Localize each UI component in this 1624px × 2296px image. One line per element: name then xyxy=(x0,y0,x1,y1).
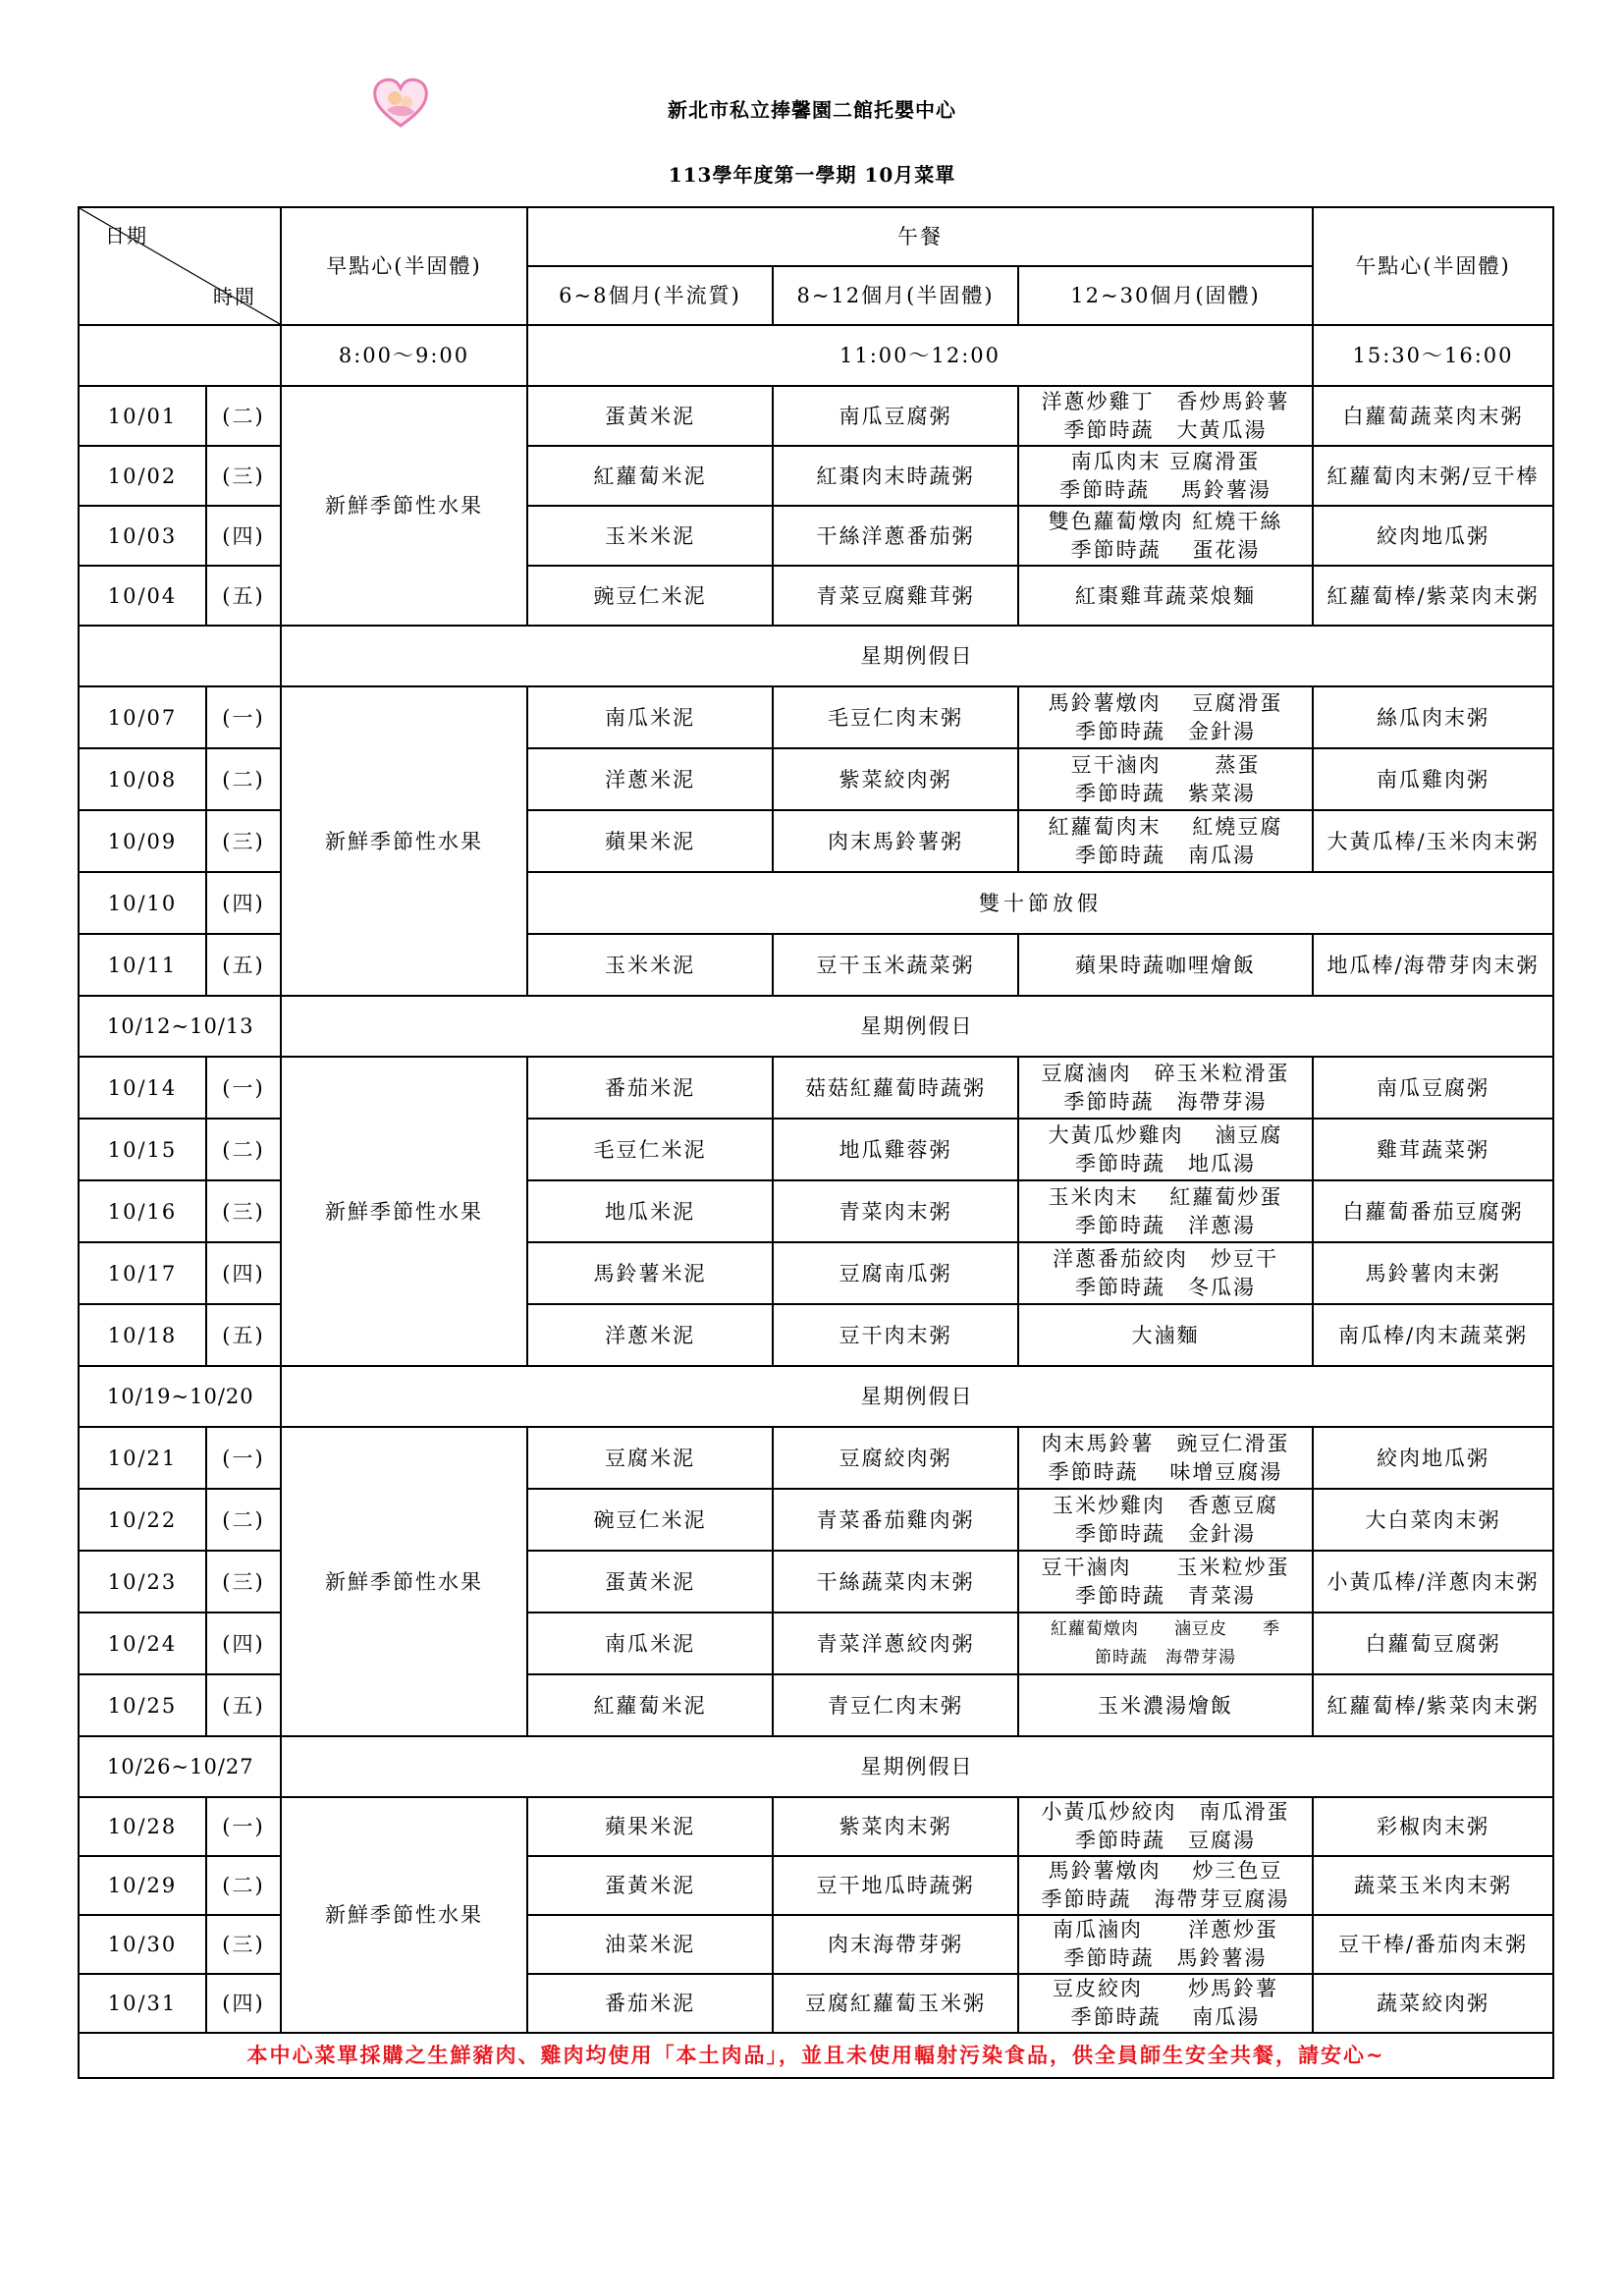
weekday-cell: (二) xyxy=(206,1119,281,1180)
lunch-dish-line: 節時蔬 海帶芽湯 xyxy=(1095,1647,1236,1667)
afternoon-snack-cell: 馬鈴薯肉末粥 xyxy=(1313,1242,1553,1304)
afternoon-snack-cell: 白蘿蔔番茄豆腐粥 xyxy=(1313,1180,1553,1242)
lunch-8-12-cell: 菇菇紅蘿蔔時蔬粥 xyxy=(773,1057,1018,1119)
date-header-label: 日期 xyxy=(105,224,148,247)
lunch-8-12-cell: 豆腐南瓜粥 xyxy=(773,1242,1018,1304)
weekend-date-cell: 10/26~10/27 xyxy=(79,1736,281,1797)
lunch-dish-line: 季節時蔬 金針湯 xyxy=(1075,719,1256,743)
lunch-6-8-cell: 毛豆仁米泥 xyxy=(527,1119,773,1180)
lunch-6-8-cell: 蘋果米泥 xyxy=(527,810,773,872)
lunch-12-30-cell xyxy=(1018,386,1313,446)
afternoon-snack-cell: 彩椒肉末粥 xyxy=(1313,1797,1553,1856)
lunch-6-8-cell: 蘋果米泥 xyxy=(527,1797,773,1856)
lunch-dish-line: 肉末馬鈴薯 豌豆仁滑蛋 xyxy=(1041,1431,1290,1455)
lunch-dish-line: 南瓜肉末 豆腐滑蛋 xyxy=(1070,449,1261,473)
lunch-dish-line: 季節時蔬 南瓜湯 xyxy=(1070,2005,1261,2029)
lunch-8-12-cell: 青菜番茄雞肉粥 xyxy=(773,1489,1018,1551)
weekend-date-cell: 10/19~10/20 xyxy=(79,1366,281,1427)
weekday-cell: (四) xyxy=(206,1613,281,1674)
date-time-header xyxy=(79,207,281,325)
afternoon-snack-cell: 絞肉地瓜粥 xyxy=(1313,1427,1553,1489)
table-row xyxy=(79,626,1553,686)
afternoon-snack-cell: 白蘿蔔蔬菜肉末粥 xyxy=(1313,386,1553,446)
lunch-dish-line: 季節時蔬 味增豆腐湯 xyxy=(1048,1459,1283,1484)
lunch-8-12-cell: 紫菜絞肉粥 xyxy=(773,748,1018,810)
lunch-12-30-cell xyxy=(1018,1057,1313,1119)
morning-snack-cell: 新鮮季節性水果 xyxy=(281,386,527,626)
lunch-12-30-cell: 大滷麵 xyxy=(1018,1304,1313,1366)
lunch-dish-line: 紅蘿蔔肉末 紅燒豆腐 xyxy=(1048,814,1283,839)
lunch-dish-line: 馬鈴薯燉肉 炒三色豆 xyxy=(1048,1859,1283,1883)
table-row xyxy=(79,1366,1553,1427)
afternoon-snack-cell: 豆干棒/番茄肉末粥 xyxy=(1313,1915,1553,1974)
weekend-date-cell: 10/12~10/13 xyxy=(79,996,281,1057)
afternoon-snack-cell: 雞茸蔬菜粥 xyxy=(1313,1119,1553,1180)
afternoon-snack-cell: 蔬菜絞肉粥 xyxy=(1313,1974,1553,2033)
lunch-dish-line: 豆干滷肉 玉米粒炒蛋 xyxy=(1041,1555,1290,1579)
lunch-dish-line: 紅蘿蔔燉肉 滷豆皮 季 xyxy=(1051,1618,1280,1639)
lunch-dish-line: 季節時蔬 海帶芽湯 xyxy=(1063,1089,1268,1114)
lunch-dish-line: 洋蔥番茄絞肉 炒豆干 xyxy=(1053,1246,1278,1271)
lunch-12-30-cell xyxy=(1018,506,1313,566)
date-cell: 10/17 xyxy=(79,1242,206,1304)
table-row xyxy=(79,1057,1553,1119)
lunch-dish-line: 季節時蔬 地瓜湯 xyxy=(1075,1151,1256,1175)
lunch-8-12-cell: 干絲洋蔥番茄粥 xyxy=(773,506,1018,566)
lunch-12-30-cell xyxy=(1018,748,1313,810)
weekday-cell: (四) xyxy=(206,872,281,934)
date-cell: 10/09 xyxy=(79,810,206,872)
lunch-8-12-cell: 毛豆仁肉末粥 xyxy=(773,686,1018,748)
lunch-12-30-header: 12~30個月(固體) xyxy=(1018,266,1313,325)
date-cell: 10/30 xyxy=(79,1915,206,1974)
date-cell: 10/03 xyxy=(79,506,206,566)
lunch-12-30-cell xyxy=(1018,1613,1313,1674)
table-row xyxy=(79,1736,1553,1797)
afternoon-snack-cell: 大白菜肉末粥 xyxy=(1313,1489,1553,1551)
lunch-8-12-cell: 肉末海帶芽粥 xyxy=(773,1915,1018,1974)
date-cell: 10/10 xyxy=(79,872,206,934)
lunch-dish-line: 季節時蔬 大黃瓜湯 xyxy=(1063,417,1268,442)
lunch-8-12-cell: 青菜洋蔥絞肉粥 xyxy=(773,1613,1018,1674)
lunch-12-30-cell: 紅棗雞茸蔬菜烺麵 xyxy=(1018,566,1313,626)
time-header-label: 時間 xyxy=(213,285,256,308)
date-cell: 10/02 xyxy=(79,446,206,506)
afternoon-snack-cell: 南瓜豆腐粥 xyxy=(1313,1057,1553,1119)
national-day-holiday: 雙十節放假 xyxy=(527,872,1553,934)
weekday-cell: (一) xyxy=(206,1427,281,1489)
lunch-6-8-cell: 蛋黃米泥 xyxy=(527,1551,773,1613)
lunch-6-8-cell: 番茄米泥 xyxy=(527,1057,773,1119)
lunch-dish-line: 季節時蔬 青菜湯 xyxy=(1075,1583,1256,1608)
weekend-holiday: 星期例假日 xyxy=(281,1736,1553,1797)
lunch-8-12-cell: 紫菜肉末粥 xyxy=(773,1797,1018,1856)
lunch-6-8-cell: 洋蔥米泥 xyxy=(527,748,773,810)
lunch-8-12-cell: 紅棗肉末時蔬粥 xyxy=(773,446,1018,506)
lunch-12-30-cell xyxy=(1018,1856,1313,1915)
morning-time: 8:00～9:00 xyxy=(281,325,527,386)
date-cell: 10/15 xyxy=(79,1119,206,1180)
lunch-6-8-cell: 玉米米泥 xyxy=(527,506,773,566)
weekday-cell: (五) xyxy=(206,1304,281,1366)
lunch-6-8-cell: 豌豆仁米泥 xyxy=(527,566,773,626)
weekday-cell: (二) xyxy=(206,1489,281,1551)
weekday-cell: (二) xyxy=(206,386,281,446)
weekday-cell: (五) xyxy=(206,934,281,996)
lunch-8-12-cell: 青豆仁肉末粥 xyxy=(773,1674,1018,1736)
lunch-12-30-cell xyxy=(1018,1242,1313,1304)
afternoon-snack-cell: 南瓜雞肉粥 xyxy=(1313,748,1553,810)
date-cell: 10/14 xyxy=(79,1057,206,1119)
lunch-6-8-cell: 玉米米泥 xyxy=(527,934,773,996)
lunch-dish-line: 季節時蔬 馬鈴薯湯 xyxy=(1059,477,1272,502)
weekend-holiday: 星期例假日 xyxy=(281,996,1553,1057)
lunch-dish-line: 季節時蔬 南瓜湯 xyxy=(1075,843,1256,867)
lunch-6-8-cell: 紅蘿蔔米泥 xyxy=(527,446,773,506)
morning-snack-header: 早點心(半固體) xyxy=(281,207,527,325)
lunch-12-30-cell xyxy=(1018,1489,1313,1551)
lunch-8-12-cell: 豆腐絞肉粥 xyxy=(773,1427,1018,1489)
afternoon-snack-cell: 紅蘿蔔棒/紫菜肉末粥 xyxy=(1313,1674,1553,1736)
lunch-12-30-cell xyxy=(1018,1974,1313,2033)
lunch-12-30-cell xyxy=(1018,810,1313,872)
date-cell: 10/23 xyxy=(79,1551,206,1613)
lunch-12-30-cell xyxy=(1018,1119,1313,1180)
morning-snack-cell: 新鮮季節性水果 xyxy=(281,1057,527,1366)
lunch-12-30-cell: 蘋果時蔬咖哩燴飯 xyxy=(1018,934,1313,996)
lunch-dish-line: 季節時蔬 洋蔥湯 xyxy=(1075,1213,1256,1237)
afternoon-snack-cell: 紅蘿蔔肉末粥/豆干棒 xyxy=(1313,446,1553,506)
weekday-cell: (四) xyxy=(206,1974,281,2033)
table-row xyxy=(79,325,1553,386)
afternoon-snack-cell: 絲瓜肉末粥 xyxy=(1313,686,1553,748)
date-cell: 10/11 xyxy=(79,934,206,996)
morning-snack-cell: 新鮮季節性水果 xyxy=(281,686,527,996)
lunch-8-12-cell: 豆干玉米蔬菜粥 xyxy=(773,934,1018,996)
lunch-6-8-cell: 碗豆仁米泥 xyxy=(527,1489,773,1551)
lunch-12-30-cell xyxy=(1018,1180,1313,1242)
lunch-12-30-cell xyxy=(1018,1427,1313,1489)
date-cell: 10/21 xyxy=(79,1427,206,1489)
afternoon-snack-cell: 紅蘿蔔棒/紫菜肉末粥 xyxy=(1313,566,1553,626)
lunch-8-12-cell: 地瓜雞蓉粥 xyxy=(773,1119,1018,1180)
lunch-dish-line: 季節時蔬 蛋花湯 xyxy=(1070,537,1261,562)
lunch-dish-line: 豆腐滷肉 碎玉米粒滑蛋 xyxy=(1041,1061,1290,1085)
weekday-cell: (五) xyxy=(206,1674,281,1736)
lunch-12-30-cell xyxy=(1018,1915,1313,1974)
lunch-6-8-cell: 南瓜米泥 xyxy=(527,686,773,748)
afternoon-snack-cell: 蔬菜玉米肉末粥 xyxy=(1313,1856,1553,1915)
weekend-holiday: 星期例假日 xyxy=(281,1366,1553,1427)
weekday-cell: (三) xyxy=(206,1915,281,1974)
date-cell: 10/16 xyxy=(79,1180,206,1242)
lunch-8-12-cell: 豆干地瓜時蔬粥 xyxy=(773,1856,1018,1915)
date-cell: 10/25 xyxy=(79,1674,206,1736)
date-cell: 10/04 xyxy=(79,566,206,626)
lunch-12-30-cell xyxy=(1018,1551,1313,1613)
lunch-dish-line: 季節時蔬 馬鈴薯湯 xyxy=(1063,1946,1268,1970)
lunch-12-30-cell: 玉米濃湯燴飯 xyxy=(1018,1674,1313,1736)
lunch-12-30-cell xyxy=(1018,1797,1313,1856)
lunch-dish-line: 玉米炒雞肉 香蔥豆腐 xyxy=(1053,1493,1278,1517)
lunch-8-12-cell: 豆腐紅蘿蔔玉米粥 xyxy=(773,1974,1018,2033)
weekday-cell: (四) xyxy=(206,506,281,566)
lunch-8-12-cell: 干絲蔬菜肉末粥 xyxy=(773,1551,1018,1613)
lunch-header: 午餐 xyxy=(527,207,1313,266)
table-row xyxy=(79,996,1553,1057)
weekday-cell: (一) xyxy=(206,1797,281,1856)
lunch-6-8-cell: 油菜米泥 xyxy=(527,1915,773,1974)
lunch-12-30-cell xyxy=(1018,686,1313,748)
lunch-dish-line: 大黃瓜炒雞肉 滷豆腐 xyxy=(1048,1122,1283,1147)
lunch-6-8-cell: 地瓜米泥 xyxy=(527,1180,773,1242)
weekday-cell: (五) xyxy=(206,566,281,626)
menu-title: 113學年度第一學期 10月菜單 xyxy=(668,163,956,187)
lunch-dish-line: 小黃瓜炒絞肉 南瓜滑蛋 xyxy=(1041,1800,1290,1824)
date-cell: 10/18 xyxy=(79,1304,206,1366)
lunch-dish-line: 季節時蔬 海帶芽豆腐湯 xyxy=(1041,1887,1290,1911)
lunch-8-12-cell: 肉末馬鈴薯粥 xyxy=(773,810,1018,872)
afternoon-snack-cell: 大黃瓜棒/玉米肉末粥 xyxy=(1313,810,1553,872)
footnote: 本中心菜單採購之生鮮豬肉、雞肉均使用「本土肉品」，並且未使用輻射污染食品，供全員師生安全共餐，請安心~ xyxy=(79,2033,1553,2078)
lunch-6-8-cell: 馬鈴薯米泥 xyxy=(527,1242,773,1304)
lunch-8-12-cell: 豆干肉末粥 xyxy=(773,1304,1018,1366)
weekend-holiday: 星期例假日 xyxy=(281,626,1553,686)
lunch-dish-line: 豆干滷肉 蒸蛋 xyxy=(1070,752,1261,777)
lunch-dish-line: 洋蔥炒雞丁 香炒馬鈴薯 xyxy=(1041,389,1290,413)
lunch-8-12-cell: 青菜肉末粥 xyxy=(773,1180,1018,1242)
table-row xyxy=(79,2033,1553,2078)
date-cell: 10/08 xyxy=(79,748,206,810)
weekday-cell: (三) xyxy=(206,810,281,872)
lunch-dish-line: 季節時蔬 紫菜湯 xyxy=(1075,781,1256,805)
date-cell: 10/07 xyxy=(79,686,206,748)
weekday-cell: (三) xyxy=(206,1180,281,1242)
lunch-8-12-cell: 南瓜豆腐粥 xyxy=(773,386,1018,446)
afternoon-snack-cell: 地瓜棒/海帶芽肉末粥 xyxy=(1313,934,1553,996)
date-cell: 10/01 xyxy=(79,386,206,446)
table-row xyxy=(79,386,1553,446)
lunch-8-12-header: 8~12個月(半固體) xyxy=(773,266,1018,325)
lunch-dish-line: 南瓜滷肉 洋蔥炒蛋 xyxy=(1053,1918,1278,1941)
date-cell: 10/29 xyxy=(79,1856,206,1915)
monthly-menu-table xyxy=(78,206,1554,2079)
lunch-dish-line: 季節時蔬 金針湯 xyxy=(1075,1521,1256,1546)
date-cell: 10/24 xyxy=(79,1613,206,1674)
lunch-dish-line: 馬鈴薯燉肉 豆腐滑蛋 xyxy=(1048,690,1283,715)
lunch-6-8-header: 6~8個月(半流質) xyxy=(527,266,773,325)
weekday-cell: (四) xyxy=(206,1242,281,1304)
afternoon-snack-header: 午點心(半固體) xyxy=(1313,207,1553,325)
date-cell: 10/31 xyxy=(79,1974,206,2033)
lunch-dish-line: 季節時蔬 冬瓜湯 xyxy=(1075,1275,1256,1299)
weekday-cell: (三) xyxy=(206,1551,281,1613)
weekday-cell: (二) xyxy=(206,1856,281,1915)
lunch-time: 11:00～12:00 xyxy=(527,325,1313,386)
lunch-dish-line: 豆皮絞肉 炒馬鈴薯 xyxy=(1053,1977,1278,2000)
time-header-blank xyxy=(79,325,281,386)
afternoon-time: 15:30～16:00 xyxy=(1313,325,1553,386)
lunch-dish-line: 玉米肉末 紅蘿蔔炒蛋 xyxy=(1048,1184,1283,1209)
weekend-date-cell xyxy=(79,626,281,686)
lunch-6-8-cell: 蛋黃米泥 xyxy=(527,386,773,446)
lunch-12-30-cell xyxy=(1018,446,1313,506)
table-row xyxy=(79,1797,1553,1856)
organization-name: 新北市私立捧馨園二館托嬰中心 xyxy=(668,98,956,122)
weekday-cell: (三) xyxy=(206,446,281,506)
date-cell: 10/28 xyxy=(79,1797,206,1856)
lunch-dish-line: 雙色蘿蔔燉肉 紅燒干絲 xyxy=(1048,509,1283,533)
weekday-cell: (一) xyxy=(206,1057,281,1119)
table-row xyxy=(79,1427,1553,1489)
morning-snack-cell: 新鮮季節性水果 xyxy=(281,1427,527,1736)
lunch-6-8-cell: 南瓜米泥 xyxy=(527,1613,773,1674)
afternoon-snack-cell: 白蘿蔔豆腐粥 xyxy=(1313,1613,1553,1674)
lunch-6-8-cell: 豆腐米泥 xyxy=(527,1427,773,1489)
lunch-dish-line: 季節時蔬 豆腐湯 xyxy=(1075,1829,1256,1852)
lunch-6-8-cell: 蛋黃米泥 xyxy=(527,1856,773,1915)
lunch-6-8-cell: 紅蘿蔔米泥 xyxy=(527,1674,773,1736)
afternoon-snack-cell: 小黃瓜棒/洋蔥肉末粥 xyxy=(1313,1551,1553,1613)
lunch-8-12-cell: 青菜豆腐雞茸粥 xyxy=(773,566,1018,626)
afternoon-snack-cell: 絞肉地瓜粥 xyxy=(1313,506,1553,566)
weekday-cell: (一) xyxy=(206,686,281,748)
afternoon-snack-cell: 南瓜棒/肉末蔬菜粥 xyxy=(1313,1304,1553,1366)
table-row xyxy=(79,686,1553,748)
date-cell: 10/22 xyxy=(79,1489,206,1551)
lunch-6-8-cell: 番茄米泥 xyxy=(527,1974,773,2033)
weekday-cell: (二) xyxy=(206,748,281,810)
morning-snack-cell: 新鮮季節性水果 xyxy=(281,1797,527,2033)
table-row xyxy=(79,207,1553,266)
lunch-6-8-cell: 洋蔥米泥 xyxy=(527,1304,773,1366)
